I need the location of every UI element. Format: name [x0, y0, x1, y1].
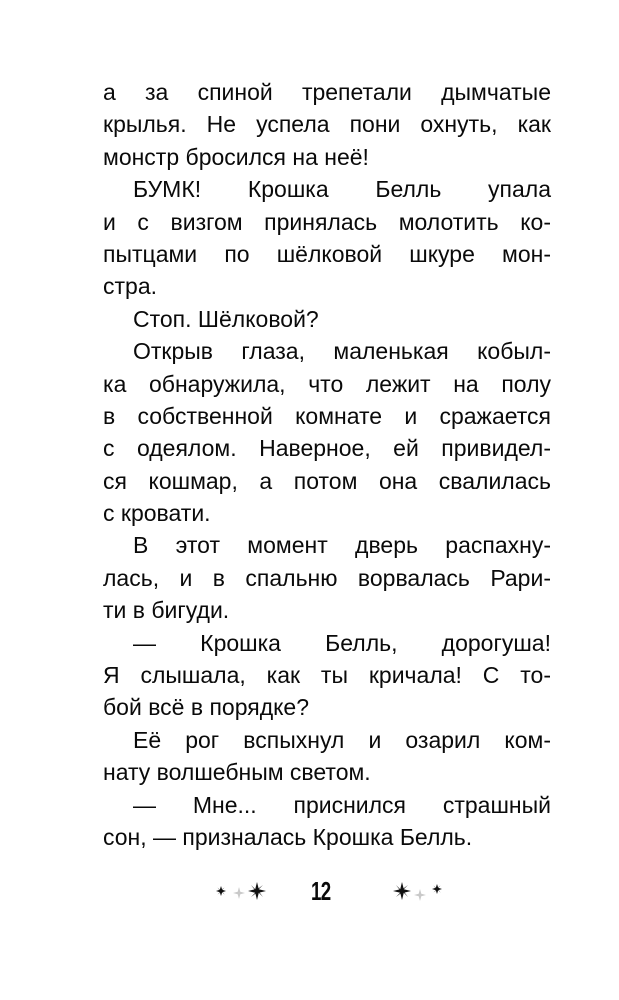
text-line: ся кошмар, а потом она свалилась — [103, 467, 551, 494]
text-line: пытцами по шёлковой шкуре мон- — [103, 240, 551, 267]
text-line: стра. — [103, 273, 158, 300]
text-line: и с визгом принялась молотить ко- — [103, 208, 551, 235]
three-stars-ornament-icon — [392, 880, 452, 906]
text-line: крылья. Не успела пони охнуть, как — [103, 111, 551, 138]
paragraph — [103, 789, 551, 854]
text-line: Открыв глаза, маленькая кобыл- — [133, 338, 551, 365]
text-line: Стоп. Шёлковой? — [133, 305, 319, 332]
three-stars-ornament-icon — [214, 880, 274, 906]
text-line: с одеялом. Наверное, ей привидел- — [103, 435, 551, 462]
paragraph — [103, 627, 551, 724]
text-line: ка обнаружила, что лежит на полу — [103, 370, 551, 397]
text-line: в собственной комнате и сражается — [103, 402, 551, 429]
text-line: ти в бигуди. — [103, 597, 230, 624]
text-line: нату волшебным светом. — [103, 759, 371, 786]
text-line: В этот момент дверь распахну- — [133, 532, 551, 559]
text-line: бой всё в порядке? — [103, 694, 310, 721]
page-number: 12 — [311, 876, 331, 906]
text-line: с кровати. — [103, 500, 211, 527]
text-line: — Крошка Белль, дорогуша! — [133, 629, 551, 656]
text-line: а за спиной трепетали дымчатые — [103, 79, 551, 105]
text-line: лась, и в спальню ворвалась Рари- — [103, 564, 551, 591]
paragraph — [103, 303, 551, 335]
page-footer — [0, 874, 619, 914]
paragraph — [103, 529, 551, 626]
page-body-text — [103, 76, 551, 853]
text-line: Я слышала, как ты кричала! С то- — [103, 662, 551, 689]
paragraph — [103, 335, 551, 529]
text-line: БУМК! Крошка Белль упала — [133, 176, 551, 203]
paragraph — [103, 173, 551, 303]
paragraph — [103, 76, 551, 173]
text-line: сон, — призналась Крошка Белль. — [103, 823, 473, 850]
text-line: Её рог вспыхнул и озарил ком- — [133, 726, 551, 753]
paragraph — [103, 724, 551, 789]
text-line: — Мне... приснился страшный — [133, 791, 551, 818]
text-line: монстр бросился на неё! — [103, 143, 369, 170]
